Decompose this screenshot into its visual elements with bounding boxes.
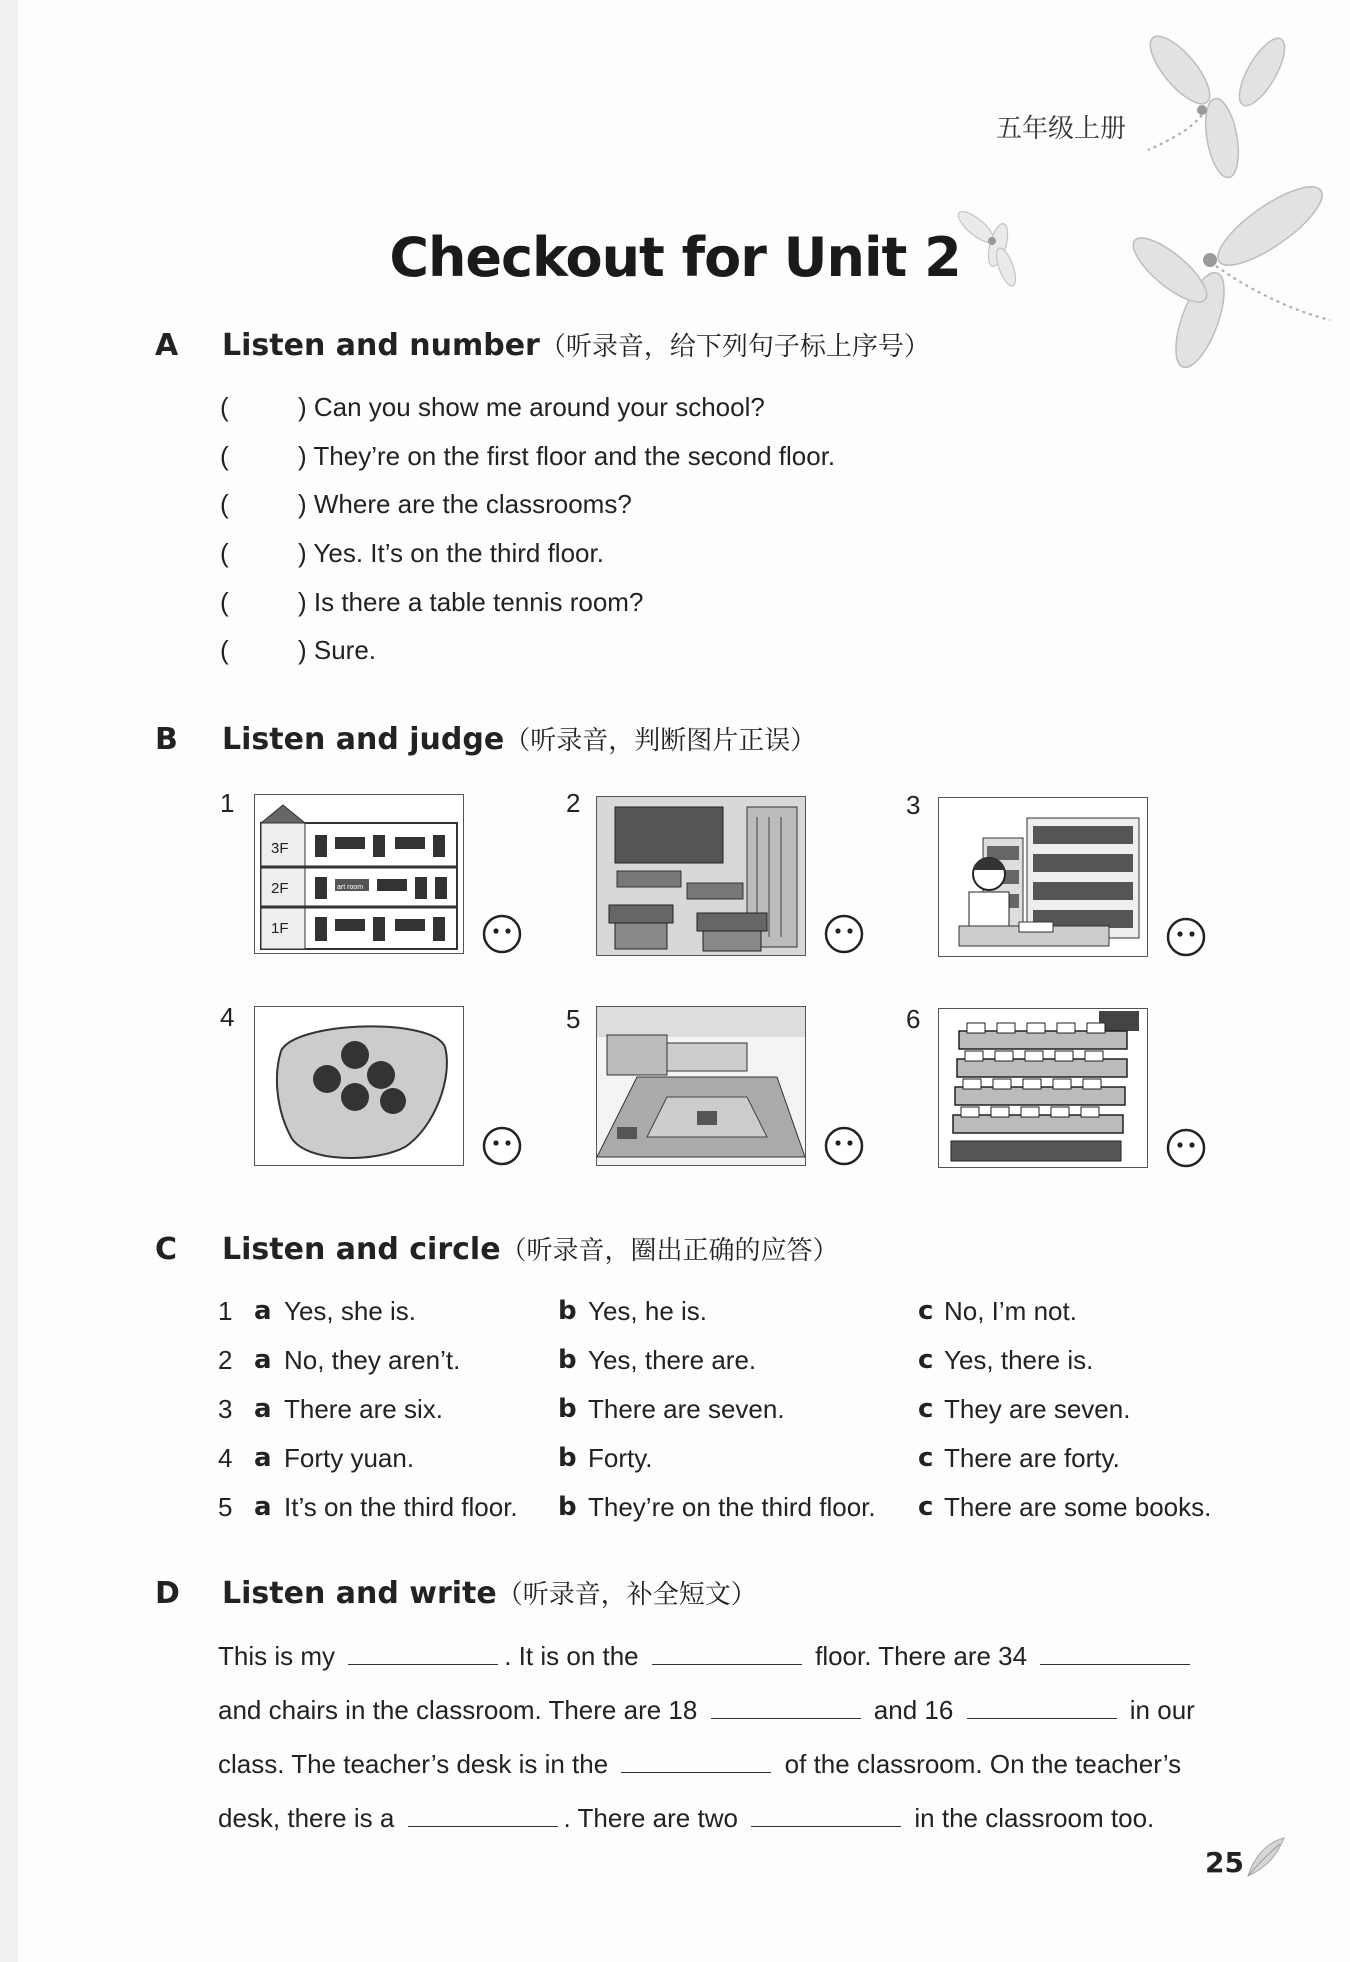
fill-blank-6[interactable] (621, 1744, 771, 1773)
answer-paren-open[interactable]: ( (220, 587, 229, 617)
option-c-label: c (918, 1345, 934, 1375)
answer-paren-open[interactable]: ( (220, 489, 229, 519)
option-b[interactable]: Yes, there are. (588, 1345, 757, 1375)
section-d-letter: D (155, 1576, 180, 1611)
option-a-label: a (254, 1345, 272, 1375)
page-edge (0, 0, 18, 1962)
section-d-title-en: Listen and write (222, 1576, 497, 1611)
passage-text: floor. There are 34 (807, 1641, 1035, 1671)
dragonfly-decoration-icon (1130, 20, 1350, 380)
floor-2f-label: 2F (271, 880, 289, 897)
section-c-title-cn: （听录音，圈出正确的应答） (500, 1236, 839, 1266)
passage-text: desk, there is a (218, 1803, 402, 1833)
row-number: 2 (218, 1345, 233, 1375)
grade-label: 五年级上册 (996, 113, 1127, 143)
passage-text: in the classroom too. (907, 1803, 1155, 1833)
classroom-icon (597, 797, 805, 955)
face-icon-1[interactable] (482, 914, 522, 954)
school-building-icon (255, 795, 463, 953)
floor-3f-label: 3F (271, 840, 289, 857)
circle-row-1 (218, 1296, 1218, 1336)
face-icon-6[interactable] (1166, 1128, 1206, 1168)
passage-text: in our (1122, 1695, 1195, 1725)
picture-6-number: 6 (906, 1004, 921, 1034)
section-d-title (222, 1574, 757, 1611)
section-b-title-en: Listen and judge (222, 722, 505, 757)
option-b[interactable]: Forty. (588, 1443, 653, 1473)
passage-text: . There are two (563, 1803, 746, 1833)
section-a-letter: A (155, 328, 179, 363)
option-b[interactable]: They’re on the third floor. (588, 1492, 876, 1522)
option-b-label: b (558, 1296, 577, 1326)
section-a-title-en: Listen and number (222, 328, 540, 363)
computer-room-icon (939, 1009, 1147, 1167)
option-a[interactable]: It’s on the third floor. (284, 1492, 518, 1522)
row-number: 3 (218, 1394, 233, 1424)
option-a-label: a (254, 1492, 272, 1522)
option-a-label: a (254, 1443, 272, 1473)
page-number: 25 (1205, 1846, 1244, 1879)
fill-blank-7[interactable] (408, 1798, 558, 1827)
section-c-letter: C (155, 1232, 178, 1267)
fill-blank-1[interactable] (348, 1636, 498, 1665)
picture-5-number: 5 (566, 1004, 581, 1034)
circle-row-5 (218, 1492, 1218, 1532)
sentence-text: ) Yes. It’s on the third floor. (298, 538, 604, 568)
circle-row-2 (218, 1345, 1218, 1385)
sentence-text: ) Can you show me around your school? (298, 392, 765, 422)
option-b[interactable]: Yes, he is. (588, 1296, 708, 1326)
option-c-label: c (918, 1443, 934, 1473)
table-tennis-icon (255, 1007, 463, 1165)
passage-line-1 (218, 1636, 1196, 1676)
picture-5 (596, 1006, 806, 1166)
circle-row-3 (218, 1394, 1218, 1434)
section-b-letter: B (155, 722, 178, 757)
picture-4 (254, 1006, 464, 1166)
leaf-decoration-icon (1244, 1836, 1288, 1880)
option-c[interactable]: There are forty. (944, 1443, 1120, 1473)
picture-1 (254, 794, 464, 954)
answer-paren-open[interactable]: ( (220, 635, 229, 665)
option-b-label: b (558, 1394, 577, 1424)
option-c[interactable]: Yes, there is. (944, 1345, 1094, 1375)
face-icon-2[interactable] (824, 914, 864, 954)
library-icon (939, 798, 1147, 956)
passage-text: and 16 (866, 1695, 961, 1725)
playground-icon (597, 1007, 805, 1165)
row-number: 1 (218, 1296, 233, 1326)
option-b-label: b (558, 1443, 577, 1473)
fill-blank-4[interactable] (711, 1690, 861, 1719)
section-d-title-cn: （听录音，补全短文） (496, 1580, 757, 1610)
answer-paren-open[interactable]: ( (220, 441, 229, 471)
row-number: 4 (218, 1443, 233, 1473)
floor-1f-label: 1F (271, 920, 289, 937)
passage-line-3 (218, 1744, 1181, 1784)
section-b-title (222, 720, 816, 757)
section-c-title-en: Listen and circle (222, 1232, 501, 1267)
option-c[interactable]: There are some books. (944, 1492, 1212, 1522)
picture-2-number: 2 (566, 788, 581, 818)
picture-6 (938, 1008, 1148, 1168)
passage-text: and chairs in the classroom. There are 18 (218, 1695, 705, 1725)
passage-line-2 (218, 1690, 1195, 1730)
fill-blank-8[interactable] (751, 1798, 901, 1827)
face-icon-4[interactable] (482, 1126, 522, 1166)
fill-blank-2[interactable] (652, 1636, 802, 1665)
sentence-text: ) Is there a table tennis room? (298, 587, 644, 617)
sentence-text: ) Where are the classrooms? (298, 489, 632, 519)
fill-blank-5[interactable] (967, 1690, 1117, 1719)
section-a-title-cn: （听录音，给下列句子标上序号） (539, 332, 930, 362)
section-c-title (222, 1230, 839, 1267)
picture-3-number: 3 (906, 790, 921, 820)
sentence-text: ) Sure. (298, 635, 377, 665)
section-a-title (222, 326, 930, 363)
picture-1-number: 1 (220, 788, 235, 818)
option-c-label: c (918, 1394, 934, 1424)
option-b-label: b (558, 1345, 577, 1375)
passage-text: This is my (218, 1641, 343, 1671)
face-icon-5[interactable] (824, 1126, 864, 1166)
option-a[interactable]: Forty yuan. (284, 1443, 415, 1473)
option-c-label: c (918, 1492, 934, 1522)
option-a-label: a (254, 1394, 272, 1424)
option-c-label: c (918, 1296, 934, 1326)
picture-2 (596, 796, 806, 956)
passage-text: class. The teacher’s desk is in the (218, 1749, 616, 1779)
circle-row-4 (218, 1443, 1218, 1483)
passage-text: of the classroom. On the teacher’s (777, 1749, 1182, 1779)
option-a-label: a (254, 1296, 272, 1326)
fill-blank-3[interactable] (1040, 1636, 1190, 1665)
section-b-title-cn: （听录音，判断图片正误） (504, 726, 817, 756)
face-icon-3[interactable] (1166, 917, 1206, 957)
option-a[interactable]: No, they aren’t. (284, 1345, 461, 1375)
option-b[interactable]: There are seven. (588, 1394, 785, 1424)
passage-text: . It is on the (504, 1641, 646, 1671)
answer-paren-open[interactable]: ( (220, 392, 229, 422)
picture-4-number: 4 (220, 1002, 235, 1032)
option-b-label: b (558, 1492, 577, 1522)
sentence-text: ) They’re on the first floor and the second floor. (298, 441, 836, 471)
row-number: 5 (218, 1492, 233, 1522)
option-c[interactable]: They are seven. (944, 1394, 1131, 1424)
art-room-sign: art room (337, 884, 364, 891)
page-title: Checkout for Unit 2 (389, 226, 961, 289)
picture-3 (938, 797, 1148, 957)
option-a[interactable]: Yes, she is. (284, 1296, 417, 1326)
option-c[interactable]: No, I’m not. (944, 1296, 1077, 1326)
passage-line-4 (218, 1798, 1154, 1838)
answer-paren-open[interactable]: ( (220, 538, 229, 568)
option-a[interactable]: There are six. (284, 1394, 443, 1424)
